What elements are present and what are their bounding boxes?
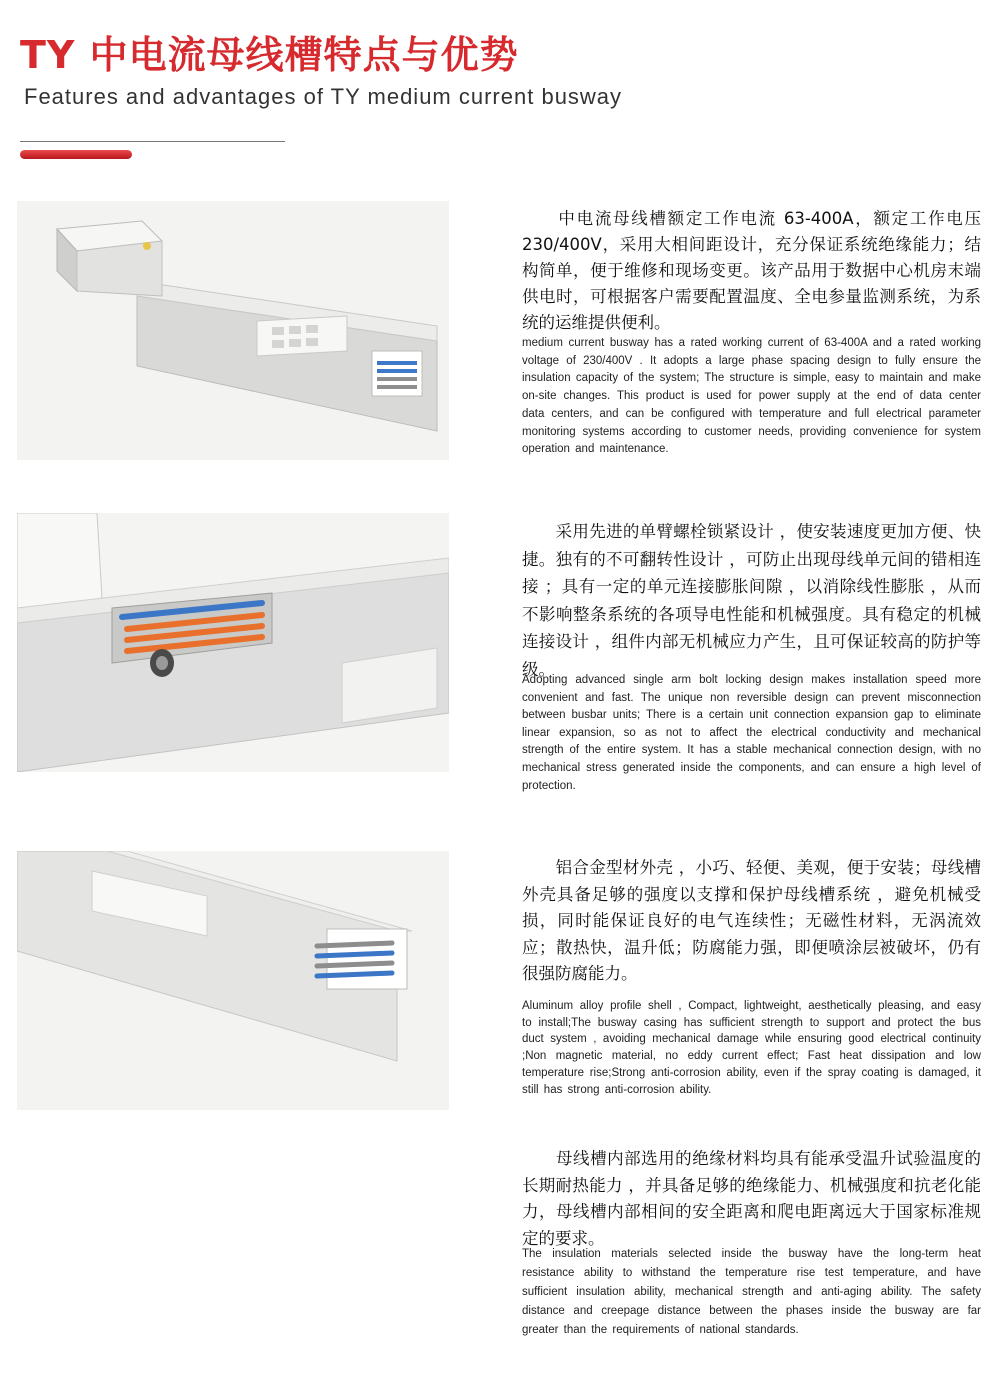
section-1-english-text: medium current busway has a rated working current of 63-400A and a rated working voltage of 230/400V . It adopts a large phase spacing design to fully ensure the insulation capacity of the system; The structure is simple, easy to maintain and make on-site changes. This product is used for power supply at the end of data center data centers, and can be configured with temperature and full electrical parameter monitoring systems according to customer needs, providing convenience for system operation and maintenance. [522, 337, 981, 456]
title-divider-line [20, 141, 285, 142]
section-3-chinese-text: 铝合金型材外壳 ，小巧、轻便、美观，便于安装；母线槽外壳具备足够的强度以支撑和保护母线槽系统 ，避免机械受损，同时能保证良好的电气连续性；无磁性材料，无涡流效应；散热快，温升低；防腐能力强，即便喷涂层被破坏，仍有很强防腐能力。 [522, 858, 981, 983]
busway-joint-photo [17, 513, 449, 772]
section-2-english-text: Adopting advanced single arm bolt locking design makes installation speed more convenient and fast. The unique non reversible design can prevent misconnection between busbar units; There is a certain unit connection expansion gap to eliminate linear expansion, so as not to affect the electrical conductivity and mechanical strength of the entire system. It has a stable mechanical connection design, with no mechanical stress generated inside the components, and can ensure a high level of protection. [522, 674, 981, 792]
title-accent-bar [20, 150, 132, 159]
section-1-chinese-text: 中电流母线槽额定工作电流 63-400A，额定工作电压 230/400V，采用大相间距设计，充分保证系统绝缘能力；结构简单，便于维修和现场变更。该产品用于数据中心机房末端供电时，可根据客户需要配置温度、全电参量监测系统，为系统的运维提供便利。 [522, 209, 981, 332]
busway-housing-photo [17, 851, 449, 1110]
section-4-chinese-text: 母线槽内部选用的绝缘材料均具有能承受温升试验温度的长期耐热能力 ，并具备足够的绝缘能力、机械强度和抗老化能力，母线槽内部相间的安全距离和爬电距离远大于国家标准规定的要求。 [522, 1149, 981, 1248]
page-subtitle: Features and advantages of TY medium current busway [24, 84, 623, 109]
section-3-english-text: Aluminum alloy profile shell , Compact, lightweight, aesthetically pleasing, and easy to install;The busway casing has sufficient strength to support and protect the bus duct system , avoiding mechanical damage while ensuring good electrical continuity ;Non magnetic material, no eddy current effect; Fast heat dissipation and low temperature rise;Strong anti-corrosion ability, even if the spray coating is damaged, it still has strong anti-corrosion ability. [522, 1000, 981, 1096]
page-title: TY 中电流母线槽特点与优势 [20, 33, 519, 77]
section-4-english-text: The insulation materials selected inside the busway have the long-term heat resistance ability to withstand the temperature rise test temperature, and have sufficient insulation ability, mechanical strength and anti-aging ability. The safety distance and creepage distance between the phases inside the busway are far greater than the requirements of national standards. [522, 1248, 981, 1336]
section-2-chinese-text: 采用先进的单臂螺栓锁紧设计 ，使安装速度更加方便、快捷。独有的不可翻转性设计 ，可防止出现母线单元间的错相连接 ；具有一定的单元连接膨胀间隙 ，以消除线性膨胀 ，从而不影响整条系统的各项导电性能和机械强度。具有稳定的机械连接设计 ，组件内部无机械应力产生，且可保证较高的防护等级。 [522, 522, 981, 679]
busway-tap-off-photo [17, 201, 449, 460]
